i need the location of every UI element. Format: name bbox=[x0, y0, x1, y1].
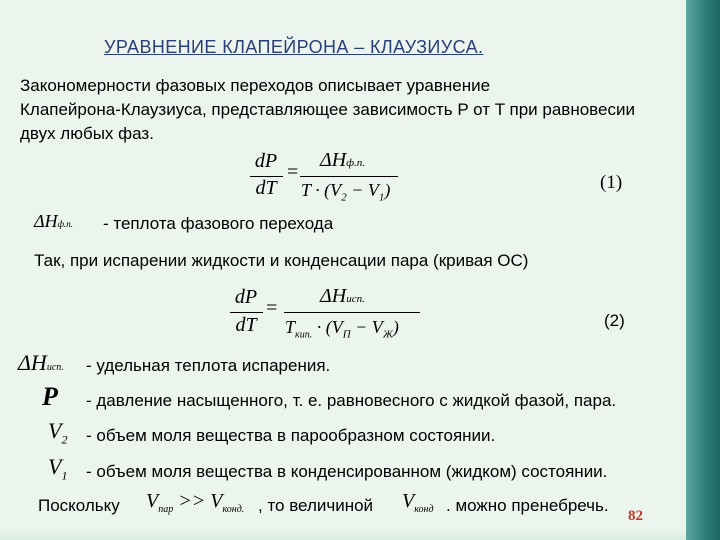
eq2-lhs-fraction-bar bbox=[230, 312, 263, 313]
eq1-lhs-denominator: dT bbox=[255, 177, 277, 199]
intro-line-2: Клапейрона-Клаузиуса, представляющее зависимость P от T при равновесии bbox=[20, 100, 635, 119]
eq1-rhs-denominator: $T \cdot (V_2 - V_1)$ bbox=[301, 180, 391, 204]
vapor-condensed-inequality: $V_{пар} >> V_{конд.}$ bbox=[146, 490, 245, 515]
intro-paragraph bbox=[0, 74, 720, 154]
intro-line-3: двух любых фаз. bbox=[20, 124, 154, 143]
pressure-symbol: P bbox=[42, 382, 58, 411]
intro-line-1: Закономерности фазовых переходов описывает уравнение bbox=[20, 76, 491, 95]
definition-heat-transition-text: - теплота фазового перехода bbox=[103, 214, 334, 233]
eq2-rhs-numerator: ΔHисп. bbox=[320, 285, 365, 307]
slide-title: УРАВНЕНИЕ КЛАПЕЙРОНА – КЛАУЗИУСА. bbox=[104, 37, 484, 57]
eq2-lhs-denominator: dT bbox=[235, 314, 257, 336]
conclusion-prefix: Поскольку bbox=[38, 496, 120, 515]
eq1-lhs-numerator: dP bbox=[254, 150, 278, 172]
definition-pressure: - давление насыщенного, т. е. равновесного с жидкой фазой, пара. bbox=[86, 391, 617, 410]
delta-h-fp-symbol: ΔHф.п. bbox=[34, 211, 73, 231]
definition-v1: - объем моля вещества в конденсированном (жидком) состоянии. bbox=[86, 462, 608, 481]
conclusion-suffix: . можно пренебречь. bbox=[446, 496, 609, 515]
evaporation-line: Так, при испарении жидкости и конденсации пара (кривая ОС) bbox=[34, 251, 529, 270]
bottom-strip bbox=[0, 528, 686, 540]
eq2-rhs-denominator: $T_{кип.} \cdot (V_П - V_Ж)$ bbox=[285, 317, 399, 341]
delta-h-isp-symbol: ΔHисп. bbox=[18, 350, 64, 375]
eq1-rhs-numerator: ΔHф.п. bbox=[320, 149, 365, 171]
eq1-number: (1) bbox=[600, 172, 623, 193]
eq2-lhs-numerator: dP bbox=[234, 286, 258, 308]
eq2-equals: = bbox=[266, 297, 278, 319]
page-number: 82 bbox=[628, 508, 643, 524]
eq1-equals: = bbox=[287, 161, 299, 183]
v-kond-symbol: $V_{конд}$ bbox=[402, 490, 434, 515]
definition-evaporation-heat: - удельная теплота испарения. bbox=[86, 356, 331, 375]
v1-symbol: $V_1$ bbox=[48, 454, 68, 483]
eq2-number: (2) bbox=[604, 311, 625, 330]
v2-symbol: $V_2$ bbox=[48, 418, 68, 447]
eq2-rhs-fraction-bar bbox=[284, 312, 420, 313]
eq1-rhs-fraction-bar bbox=[300, 176, 398, 177]
conclusion-middle: , то величиной bbox=[258, 496, 374, 515]
definition-v2: - объем моля вещества в парообразном состоянии. bbox=[86, 426, 496, 445]
